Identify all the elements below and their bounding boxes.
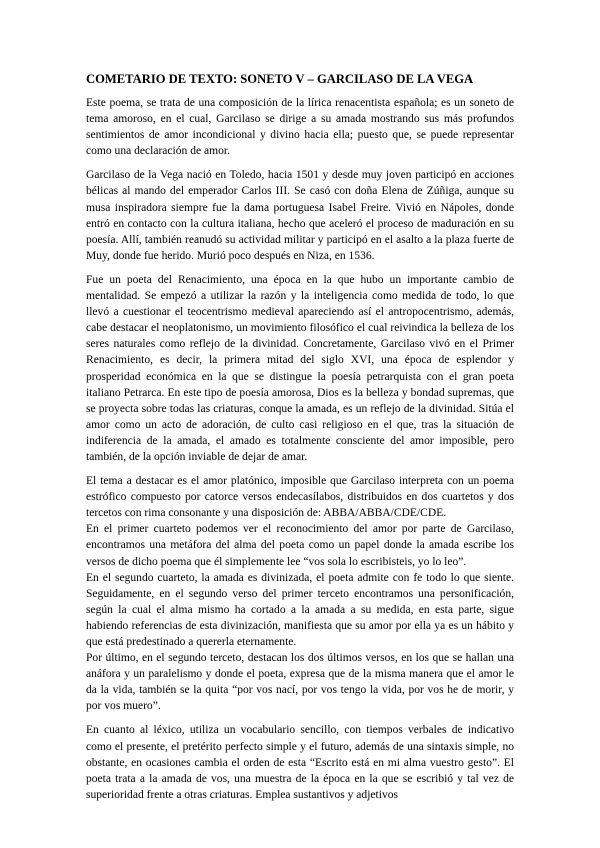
paragraph-second-tercet: Por último, en el segundo terceto, destacan los dos últimos versos, en los que se hallan una anáfora y un paralelismo y donde el poeta, expresa que de la misma manera que el amor le da la vida, también se la quita “por vos nací, por vos tengo la vida, por vos he de morir, y por vos muero”. <box>86 652 514 713</box>
paragraph-intro: Este poema, se trata de una composición de la lírica renacentista española; es un soneto de tema amoroso, en el cual, Garcilaso se dirige a su amada mostrando sus más profundos sentimientos de amor incondicional y divino hacia ella; puesto que, se puede representar como una declaración de amor. <box>86 97 514 158</box>
paragraph-first-quatrain: En el primer cuarteto podemos ver el reconocimiento del amor por parte de Garcilaso, encontramos una metáfora del alma del poeta como un papel donde la amada escribe los versos de dicho poema que él simplemente lee “vos sola lo escribisteis, yo lo leo”. <box>86 523 514 568</box>
document-title: COMETARIO DE TEXTO: SONETO V – GARCILASO DE LA VEGA <box>86 72 474 86</box>
paragraph-lexicon: En cuanto al léxico, utiliza un vocabulario sencillo, con tiempos verbales de indicativo como el presente, el pretérito perfecto simple y el futuro, además de una sintaxis simple, no obstante, en ocasiones cambia el orden de esta “Escrito está en mi alma vuestro gesto”. El poeta trata a la amada de vos, una muestra de la época en la que se escribió y tal vez de superioridad frente a otras criaturas. Emplea sustantivos y adjetivos <box>86 724 514 801</box>
paragraph-second-quatrain: En el segundo cuarteto, la amada es divinizada, el poeta admite con fe todo lo que siente. Seguidamente, en el segundo verso del primer terceto encontramos una personificación, según la cual el alma mismo ha cortado a la amada a su medida, en esta parte, sigue habiendo referencias de esta divinización, manifiesta que su amor por ella ya es un hábito y que está predestinado a quererla eternamente. <box>86 571 514 648</box>
paragraph-biography: Garcilaso de la Vega nació en Toledo, hacia 1501 y desde muy joven participó en acciones bélicas al mando del emperador Carlos III. Se casó con doña Elena de Zúñiga, aunque su musa inspiradora siempre fue la dama portuguesa Isabel Freire. Vivió en Nápoles, donde entró en contacto con la cultura italiana, hecho que aceleró el proceso de maduración en su poesía. Allí, también reanudó su actividad militar y participó en el asalto a la plaza fuerte de Muy, donde fue herido. Murió poco después en Niza, en 1536. <box>86 169 514 262</box>
paragraph-context: Fue un poeta del Renacimiento, una época en la que hubo un importante cambio de mentalidad. Se empezó a utilizar la razón y la inteligencia como medida de todo, lo que llevó a cuestionar el teocentrismo medieval apareciendo así el antropocentrismo, además, cabe destacar el neoplatonismo, un movimiento filosófico el cual reivindica la belleza de los seres naturales como reflejo de la divinidad. Concretamente, Garcilaso vivó en el Primer Renacimiento, es decir, la primera mitad del siglo XVI, una época de esplendor y prosperidad económica en la que se distingue la poesía petrarquista con el gran poeta italiano Petrarca. En este tipo de poesía amorosa, Dios es la belleza y bondad supremas, que se proyecta sobre todas las criaturas, conque la amada, es un reflejo de la divinidad. Sitúa el amor como un acto de adoración, de culto casi religioso en el que, tras la situación de indiferencia de la amada, el amado es totalmente consciente del amor imposible, pero también, de la opción inviable de dejar de amar. <box>86 273 514 463</box>
paragraph-theme: El tema a destacar es el amor platónico, imposible que Garcilaso interpreta con un poema estrófico compuesto por catorce versos endecasílabos, distribuidos en dos cuartetos y dos tercetos con rima consonante y una disposición de: ABBA/ABBA/CDE/CDE. <box>86 475 514 520</box>
